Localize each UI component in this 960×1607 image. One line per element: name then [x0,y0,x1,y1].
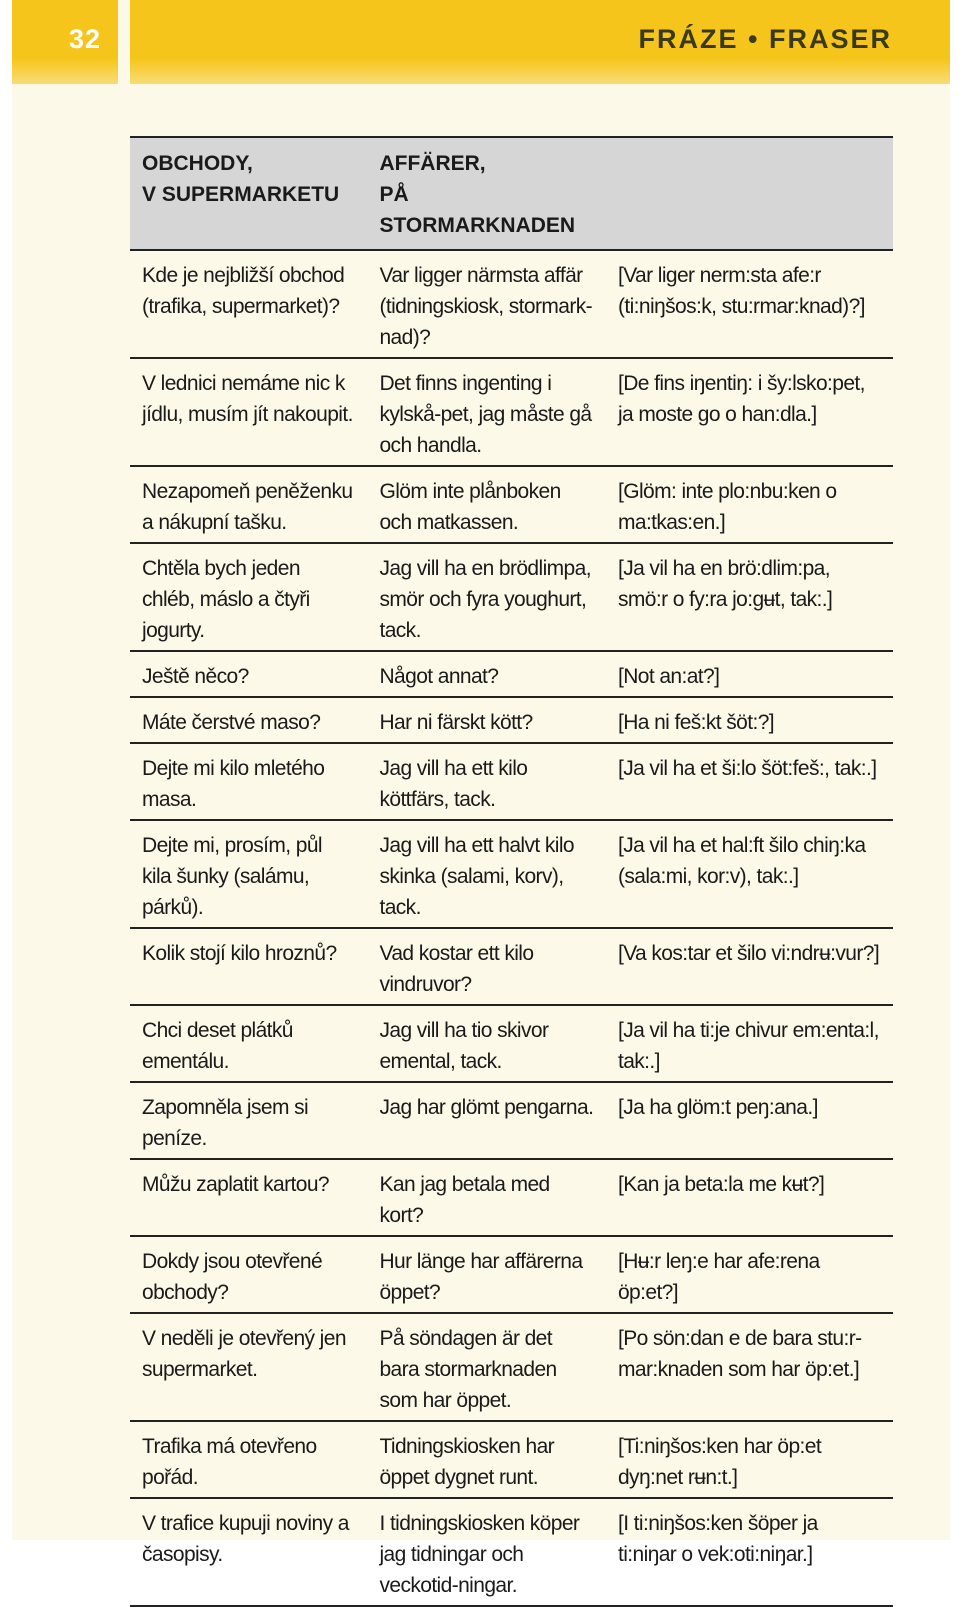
swedish-phrase-text: Jag vill ha en brödlimpa, smör och fyra youghurt, tack. [379,557,591,642]
pronunciation-text: [Ja vil ha et hal:ft šilo chiŋ:ka (sala:mi, kor:v), tak:.] [617,834,866,888]
pronunciation-text: [Hʉ:r leŋ:e har afe:rena öp:et?] [617,1250,820,1304]
czech-phrase [130,1159,367,1236]
czech-phrase [130,1313,367,1421]
table-row [130,1005,893,1082]
table-row [130,928,893,1005]
pronunciation [606,651,893,697]
pronunciation [606,466,893,543]
table-row [130,1421,893,1498]
pronunciation [606,543,893,651]
pronunciation [606,1421,893,1498]
header-swedish: AFFÄRER, PÅ STORMARKNADEN [367,137,606,250]
czech-phrase-text: Máte čerstvé maso? [142,711,321,734]
pronunciation-text: [Ja ha glöm:t peŋ:ana.] [617,1096,818,1119]
swedish-phrase [367,1236,606,1313]
table-row [130,697,893,743]
czech-phrase [130,928,367,1005]
table-header-row [130,137,893,250]
table-row [130,1313,893,1421]
pronunciation [606,1498,893,1606]
swedish-phrase-text: Glöm inte plånboken och matkassen. [379,480,561,534]
swedish-phrase-text: Det finns ingenting i kylskå-pet, jag måste gå och handla. [379,372,592,457]
pronunciation-text: [Ja vil ha et ši:lo šöt:feš:, tak:.] [617,757,877,780]
czech-phrase-text: V neděli je otevřený jen supermarket. [142,1327,346,1381]
swedish-phrase [367,651,606,697]
swedish-phrase [367,543,606,651]
pronunciation [606,250,893,358]
swedish-phrase-text: Jag vill ha ett halvt kilo skinka (salami, korv), tack. [379,834,574,919]
phrase-table [130,136,893,1607]
czech-phrase [130,543,367,651]
pronunciation [606,697,893,743]
pronunciation-text: [Ja vil ha ti:je chivur em:enta:l, tak:.] [617,1019,879,1073]
swedish-phrase-text: Något annat? [379,665,499,688]
swedish-phrase [367,466,606,543]
swedish-phrase [367,743,606,820]
czech-phrase-text: Kde je nejbližší obchod (trafika, supermarket)? [142,264,345,318]
czech-phrase-text: V lednici nemáme nic k jídlu, musím jít nakoupit. [142,372,353,426]
pronunciation-text: [Kan ja beta:la me kʉt?] [617,1173,825,1196]
czech-phrase [130,697,367,743]
czech-phrase-text: Nezapomeň peněženku a nákupní tašku. [142,480,353,534]
swedish-phrase [367,1082,606,1159]
czech-phrase-text: V trafice kupuji noviny a časopisy. [142,1512,349,1566]
swedish-phrase-text: På söndagen är det bara stormarknaden som har öppet. [379,1327,557,1412]
czech-phrase-text: Dejte mi kilo mletého masa. [142,757,325,811]
swedish-phrase [367,697,606,743]
swedish-phrase-text: Jag vill ha ett kilo köttfärs, tack. [379,757,528,811]
swedish-phrase-text: Har ni färskt kött? [379,711,533,734]
pronunciation-text: [I ti:niŋšos:ken šöper ja ti:niŋar o vek:oti:niŋar.] [617,1512,818,1566]
czech-phrase [130,1421,367,1498]
table-row [130,358,893,466]
pronunciation-text: [De fins iŋentiŋ: i šy:lsko:pet, ja moste go o han:dla.] [617,372,865,426]
czech-phrase-text: Trafika má otevřeno pořád. [142,1435,317,1489]
czech-phrase-text: Ještě něco? [142,665,249,688]
pronunciation [606,358,893,466]
table-row [130,1236,893,1313]
czech-phrase [130,1498,367,1606]
czech-phrase-text: Dokdy jsou otevřené obchody? [142,1250,323,1304]
czech-phrase [130,1005,367,1082]
table-row [130,1498,893,1606]
pronunciation-text: [Va kos:tar et šilo vi:ndrʉ:vur?] [617,942,880,965]
czech-phrase [130,1082,367,1159]
swedish-phrase [367,1421,606,1498]
swedish-phrase-text: Kan jag betala med kort? [379,1173,550,1227]
swedish-phrase [367,928,606,1005]
czech-phrase-text: Zapomněla jsem si peníze. [142,1096,309,1150]
table-row [130,466,893,543]
section-title: FRÁZE • FRASER [638,24,892,54]
pronunciation-text: [Ja vil ha en brö:dlim:pa, smö:r o fy:ra jo:gʉt, tak:.] [617,557,833,611]
swedish-phrase [367,250,606,358]
table-row [130,743,893,820]
czech-phrase-text: Dejte mi, prosím, půl kila šunky (salámu, párků). [142,834,322,919]
czech-phrase-text: Můžu zaplatit kartou? [142,1173,330,1196]
czech-phrase-text: Chci deset plátků ementálu. [142,1019,293,1073]
pronunciation [606,1082,893,1159]
swedish-phrase-text: Var ligger närmsta affär (tidningskiosk, stormark-nad)? [379,264,593,349]
swedish-phrase-text: Hur länge har affärerna öppet? [379,1250,583,1304]
table-row [130,1082,893,1159]
table-row [130,250,893,358]
czech-phrase-text: Chtěla bych jeden chléb, máslo a čtyři jogurty. [142,557,310,642]
czech-phrase [130,820,367,928]
header-pronunciation [606,137,893,250]
pronunciation [606,820,893,928]
swedish-phrase-text: Jag vill ha tio skivor emental, tack. [379,1019,549,1073]
pronunciation-text: [Var liger nerm:sta afe:r (ti:niŋšos:k, stu:rmar:knad)?] [617,264,865,318]
czech-phrase [130,651,367,697]
pronunciation-text: [Ti:niŋšos:ken har öp:et dyŋ:net rʉn:t.] [617,1435,822,1489]
pronunciation [606,1159,893,1236]
pronunciation-text: [Not an:at?] [617,665,720,688]
pronunciation-text: [Glöm: inte plo:nbu:ken o ma:tkas:en.] [617,480,837,534]
swedish-phrase [367,1005,606,1082]
pronunciation [606,1005,893,1082]
pronunciation [606,928,893,1005]
czech-phrase [130,743,367,820]
swedish-phrase [367,1498,606,1606]
pronunciation-text: [Ha ni feš:kt šöt:?] [617,711,775,734]
pronunciation [606,1236,893,1313]
swedish-phrase-text: Tidningskiosken har öppet dygnet runt. [379,1435,555,1489]
swedish-phrase [367,820,606,928]
table-row [130,543,893,651]
swedish-phrase-text: I tidningskiosken köper jag tidningar och veckotid-ningar. [379,1512,580,1597]
czech-phrase [130,358,367,466]
swedish-phrase [367,1159,606,1236]
pronunciation [606,743,893,820]
czech-phrase [130,250,367,358]
table-row [130,820,893,928]
czech-phrase [130,1236,367,1313]
page-number: 32 [68,24,102,54]
pronunciation-text: [Po sön:dan e de bara stu:r-mar:knaden som har öp:et.] [617,1327,862,1381]
swedish-phrase [367,1313,606,1421]
table-row [130,651,893,697]
swedish-phrase-text: Vad kostar ett kilo vindruvor? [379,942,534,996]
header-czech: OBCHODY, V SUPERMARKETU [130,137,367,250]
czech-phrase [130,466,367,543]
swedish-phrase-text: Jag har glömt pengarna. [379,1096,594,1119]
table-row [130,1159,893,1236]
swedish-phrase [367,358,606,466]
czech-phrase-text: Kolik stojí kilo hroznů? [142,942,337,965]
pronunciation [606,1313,893,1421]
